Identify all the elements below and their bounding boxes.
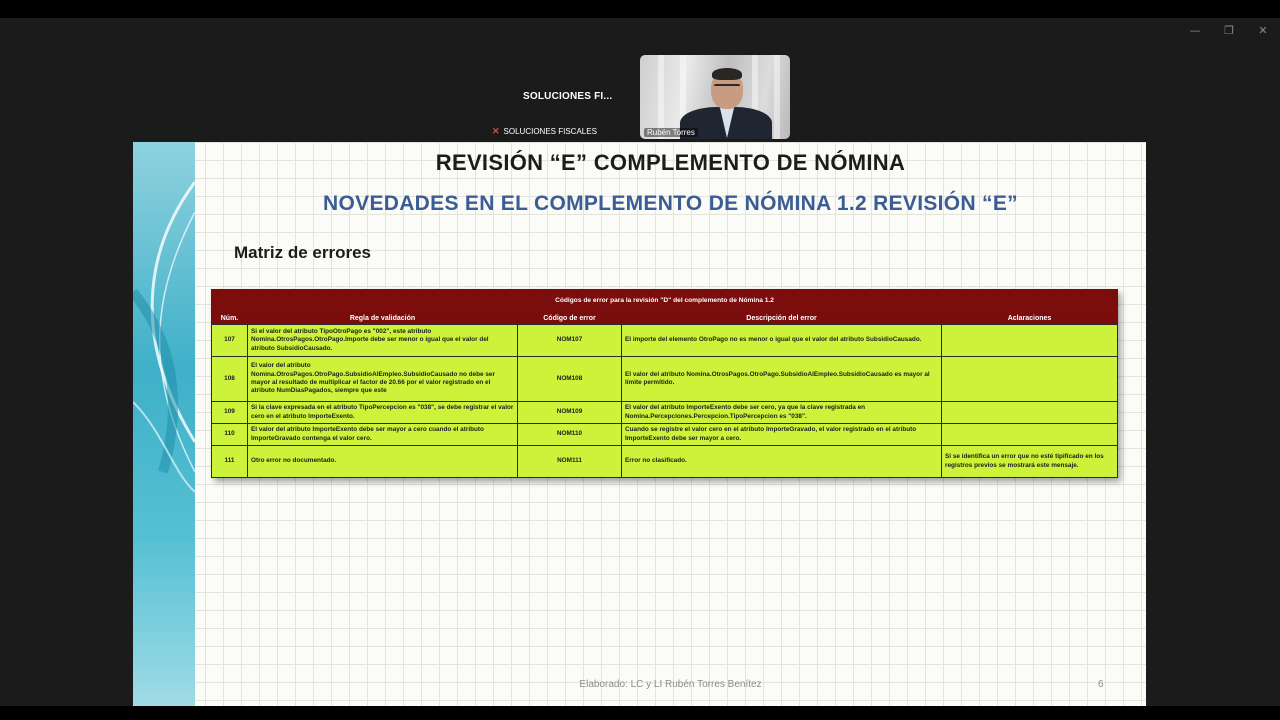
slide-subtitle: NOVEDADES EN EL COMPLEMENTO DE NÓMINA 1.2 REVISIÓN “E” [323, 192, 1018, 215]
row-description: Error no clasificado. [622, 446, 942, 478]
row-rule: El valor del atributo ImporteExento debe ser mayor a cero cuando el atributo ImporteGravado contenga el valor cero. [248, 424, 518, 446]
top-letterbox [0, 0, 1280, 18]
table-row [212, 325, 1118, 357]
close-button[interactable]: ✕ [1258, 24, 1268, 37]
row-rule: Otro error no documentado. [248, 446, 518, 478]
screen-share-label: SOLUCIONES FISCALES [503, 127, 597, 136]
table-row [212, 357, 1118, 402]
table-row [212, 424, 1118, 446]
row-notes: Si se identifica un error que no esté tipificado en los registros previos se mostrará este mensaje. [942, 446, 1118, 478]
column-header-num: Núm. [212, 314, 248, 325]
participant-hair [712, 68, 742, 80]
column-header-description: Descripción del error [622, 314, 942, 325]
slide-footer: Elaborado: LC y LI Rubén Torres Benítez [579, 679, 762, 690]
row-rule: El valor del atributo Nomina.OtrosPagos.OtroPago.SubsidioAlEmpleo.SubsidioCausado no debe ser mayor al resultado de multiplicar el factor de 20.66 por el valor registrado en el atributo NumDiasPagados, siempre que este [251, 362, 495, 395]
row-number: 108 [212, 357, 248, 402]
row-description: El valor del atributo ImporteExento debe ser cero, ya que la clave registrada en Nomina.Percepciones.Percepcion.TipoPercepcion es "038". [622, 402, 942, 424]
window-controls [1188, 24, 1270, 37]
row-rule: Si el valor del atributo TipoOtroPago es "002", este atributo Nomina.OtrosPagos.OtroPago.Importe debe ser menor o igual que el valor del atributo SubsidioCausado. [248, 325, 518, 357]
row-rule: Si la clave expresada en el atributo TipoPercepcion es "038", se debe registrar el valor cero en el atributo ImporteExento. [248, 402, 518, 424]
bottom-letterbox [0, 706, 1280, 720]
screen-share-indicator[interactable] [492, 126, 597, 137]
slide-page-number: 6 [1098, 679, 1104, 690]
row-description: Cuando se registre el valor cero en el atributo ImporteGravado, el valor registrado en el atributo ImporteExento debe ser mayor a cero. [622, 424, 942, 446]
row-rule-cell [248, 357, 518, 402]
screen-share-icon: ✕ [492, 126, 500, 136]
table-row [212, 402, 1118, 424]
table-caption: Códigos de error para la revisión "D" del complemento de Nómina 1.2 [212, 290, 1118, 314]
slide-side-decoration [133, 142, 195, 706]
row-description: El importe del elemento OtroPago no es menor o igual que el valor del atributo SubsidioCausado. [622, 325, 942, 357]
presenter-name: SOLUCIONES FI... [523, 91, 613, 102]
participant-name-label: Rubén Torres [644, 128, 698, 137]
presentation-slide [133, 142, 1146, 706]
participant-video-tile[interactable] [640, 55, 790, 139]
row-number: 109 [212, 402, 248, 424]
column-header-rule: Regla de validación [248, 314, 518, 325]
row-code: NOM110 [518, 424, 622, 446]
table-header-row [212, 314, 1118, 325]
table-caption-row [212, 290, 1118, 314]
slide-title: REVISIÓN “E” COMPLEMENTO DE NÓMINA [435, 150, 906, 175]
blinds-decoration [658, 55, 664, 139]
column-header-notes: Aclaraciones [942, 314, 1118, 325]
row-code: NOM111 [518, 446, 622, 478]
table-row [212, 446, 1118, 478]
minimize-button[interactable]: — [1189, 24, 1201, 37]
maximize-button[interactable]: ❐ [1224, 24, 1234, 37]
row-code: NOM109 [518, 402, 622, 424]
column-header-code: Código de error [518, 314, 622, 325]
error-matrix-table [211, 289, 1118, 478]
slide-heading: Matriz de errores [234, 243, 371, 262]
blinds-decoration [774, 55, 780, 139]
row-notes [942, 325, 1118, 357]
wave-decoration-icon [133, 142, 195, 706]
row-notes [942, 424, 1118, 446]
row-number: 107 [212, 325, 248, 357]
row-description: El valor del atributo Nomina.OtrosPagos.OtroPago.SubsidioAlEmpleo.SubsidioCausado es mayor al límite permitido. [622, 357, 942, 402]
participant-glasses [714, 84, 740, 91]
row-code: NOM108 [518, 357, 622, 402]
row-notes [942, 402, 1118, 424]
row-number: 111 [212, 446, 248, 478]
row-code: NOM107 [518, 325, 622, 357]
row-notes [942, 357, 1118, 402]
row-number: 110 [212, 424, 248, 446]
